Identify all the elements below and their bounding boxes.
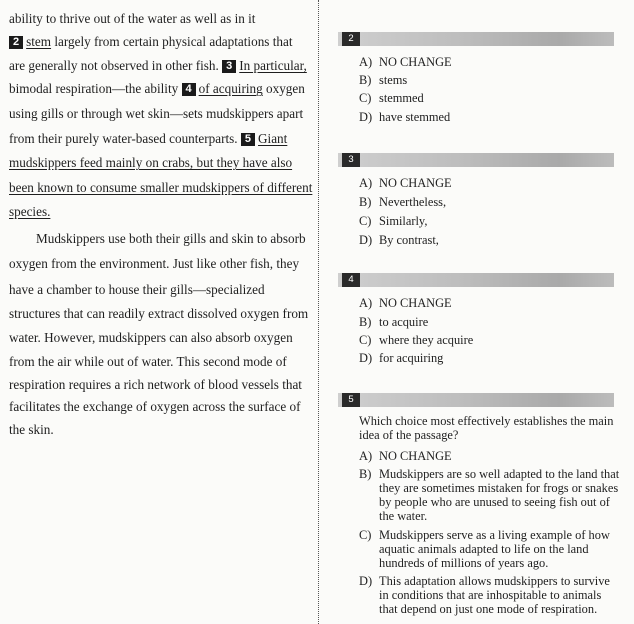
answer-option[interactable]: A) NO CHANGE <box>359 55 452 69</box>
underlined-text: mudskippers feed mainly on crabs, but they have also <box>9 155 293 170</box>
question-marker: 3 <box>222 60 236 73</box>
question-number: 4 <box>342 273 360 287</box>
answer-option[interactable]: C) Mudskippers serve as a living example of how aquatic animals adapted to life on the land hundreds of millions of years ago. <box>359 528 610 570</box>
underlined-text: Giant <box>258 131 288 146</box>
underlined-text: In particular, <box>239 58 307 73</box>
passage-line <box>9 58 307 74</box>
passage-line <box>9 422 54 438</box>
answer-option[interactable]: D) have stemmed <box>359 110 451 124</box>
underlined-text: of acquiring <box>198 81 263 96</box>
passage-line <box>9 106 303 122</box>
question-header <box>338 393 614 407</box>
answer-option[interactable]: D) for acquiring <box>359 351 444 365</box>
passage-line <box>9 399 300 415</box>
passage-line <box>9 256 299 272</box>
passage-text: have a chamber to house their gills—specialized <box>9 282 265 297</box>
question-number: 3 <box>342 153 360 167</box>
passage-text: largely from certain physical adaptations that <box>51 34 293 49</box>
question-header <box>338 273 614 287</box>
passage-line <box>9 282 265 298</box>
passage-line <box>9 180 312 196</box>
passage-line <box>9 131 287 147</box>
passage-text: oxygen from the environment. Just like other fish, they <box>9 256 300 271</box>
answer-option[interactable]: A) NO CHANGE <box>359 176 452 190</box>
passage-line <box>9 330 293 346</box>
question-marker: 4 <box>182 83 196 96</box>
answer-option[interactable]: A) NO CHANGE <box>359 296 452 310</box>
passage-line <box>9 354 287 370</box>
answer-option[interactable]: A) NO CHANGE <box>359 449 452 463</box>
passage-text: respiration requires a rich network of blood vessels that <box>9 377 302 392</box>
passage-text: water. However, mudskippers can also absorb oxygen <box>9 330 293 345</box>
answer-option[interactable]: C) where they acquire <box>359 333 474 347</box>
answer-option[interactable]: D) This adaptation allows mudskippers to survive in conditions that are inhospitable to animals that depend on just one mode of respiration. <box>359 574 610 616</box>
question-number: 2 <box>342 32 360 46</box>
passage-text: from the air while out of water. This second mode of <box>9 354 287 369</box>
question-header <box>338 32 614 46</box>
passage-line <box>9 204 50 220</box>
passage-line <box>9 155 292 171</box>
question-stem: Which choice most effectively establishes the main idea of the passage? <box>359 414 614 442</box>
passage-text: oxygen <box>262 81 305 96</box>
passage-line <box>9 81 305 97</box>
passage-line <box>9 377 302 393</box>
answer-option[interactable]: C) Similarly, <box>359 214 428 228</box>
passage-text: facilitates the exchange of oxygen across the surface of <box>9 399 301 414</box>
answer-option[interactable]: B) Mudskippers are so well adapted to the land that they are sometimes mistaken for frogs or snakes by people who are unused to seeing fish out of the water. <box>359 467 620 523</box>
passage-text: ability to thrive out of the water as well as in it <box>9 11 256 26</box>
question-number: 5 <box>342 393 360 407</box>
column-divider <box>318 0 319 624</box>
passage-text: structures that can readily extract dissolved oxygen from <box>9 306 309 321</box>
answer-option[interactable]: B) stems <box>359 73 408 87</box>
passage-text: bimodal respiration—the ability <box>9 81 182 96</box>
question-marker: 2 <box>9 36 23 49</box>
underlined-text: species. <box>9 204 51 219</box>
answer-option[interactable]: C) stemmed <box>359 91 424 105</box>
passage-text: the skin. <box>9 422 54 437</box>
passage-text: are generally not observed in other fish. <box>9 58 223 73</box>
answer-option[interactable]: B) Nevertheless, <box>359 195 447 209</box>
passage-line <box>9 34 293 50</box>
passage-text: using gills or through wet skin—sets mudskippers apart <box>9 106 304 121</box>
passage-text: Mudskippers use both their gills and skin to absorb <box>36 231 306 246</box>
passage-line <box>9 306 308 322</box>
question-marker: 5 <box>241 133 255 146</box>
underlined-text: been known to consume smaller mudskippers of different <box>9 180 313 195</box>
answer-option[interactable]: D) By contrast, <box>359 233 439 247</box>
passage-line <box>9 11 255 27</box>
answer-option[interactable]: B) to acquire <box>359 315 429 329</box>
passage-line <box>9 231 306 247</box>
underlined-text: stem <box>26 34 52 49</box>
question-header <box>338 153 614 167</box>
passage-text: from their purely water-based counterparts. <box>9 131 241 146</box>
